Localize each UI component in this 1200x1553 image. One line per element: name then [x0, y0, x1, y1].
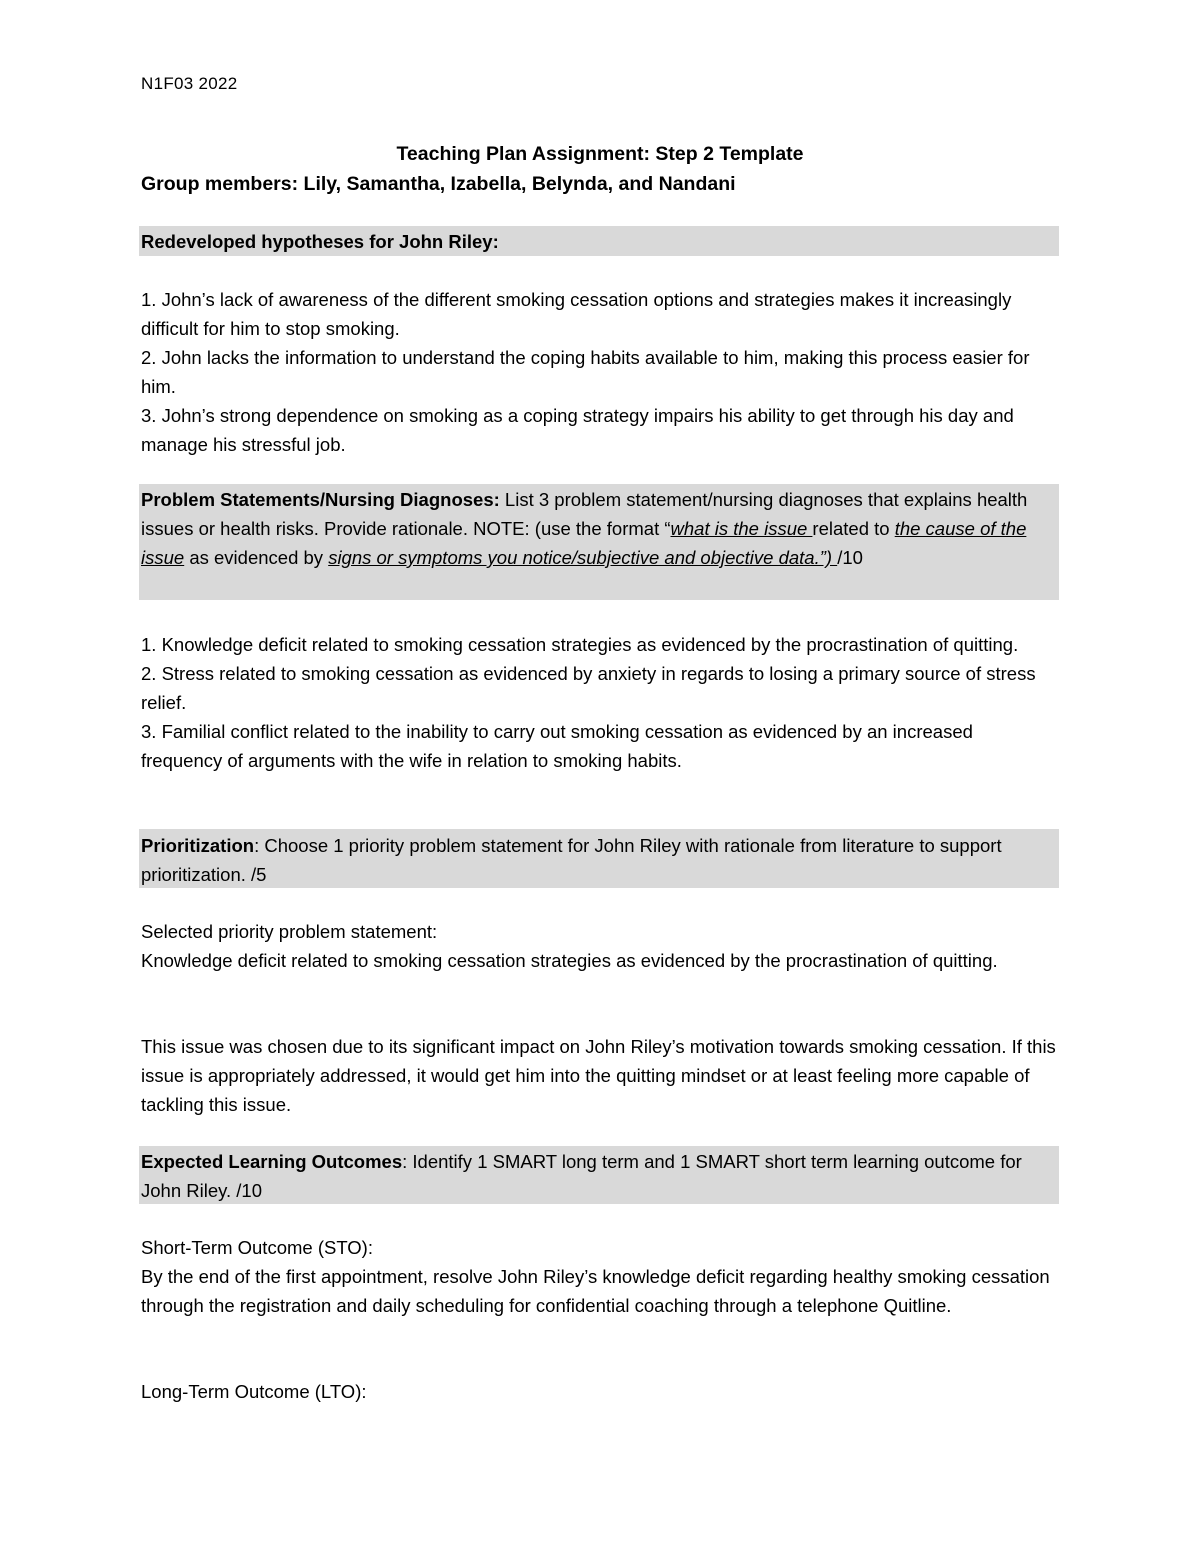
- selected-statement: Knowledge deficit related to smoking cessation strategies as evidenced by the procrastination of quitting.: [141, 950, 998, 971]
- prioritization-body: [141, 917, 1056, 975]
- problem-statement-item: 2. Stress related to smoking cessation as evidenced by anxiety in regards to losing a primary source of stress relief.: [141, 663, 1036, 713]
- document-title: Teaching Plan Assignment: Step 2 Template: [396, 143, 804, 165]
- hypothesis-item: 1. John’s lack of awareness of the different smoking cessation options and strategies makes it increasingly difficult for him to stop smoking.: [141, 289, 1012, 339]
- outcomes-heading: Expected Learning Outcomes: [141, 1151, 403, 1172]
- prioritization-rationale: This issue was chosen due to its significant impact on John Riley’s motivation towards smoking cessation. If this issue is appropriately addressed, it would get him into the quitting mindset or at least feeling more capable of tackling this issue.: [141, 1036, 1056, 1115]
- hypotheses-list: [141, 285, 1056, 459]
- problem-statements-instructions: Problem Statements/Nursing Diagnoses: List 3 problem statement/nursing diagnoses that explains health issues or health risks. Provide rationale. NOTE: (use the format “what is the issue related to the cause of the issue as evidenced by signs or symptoms you notice/subjective and objective data.”) /10: [141, 489, 1028, 568]
- sto-text: By the end of the first appointment, resolve John Riley’s knowledge deficit regarding healthy smoking cessation through the registration and daily scheduling for confidential coaching through a telephone Quitline.: [141, 1266, 1050, 1316]
- group-members: Group members: Lily, Samantha, Izabella, Belynda, and Nandani: [141, 173, 736, 195]
- hypothesis-item: 2. John lacks the information to understand the coping habits available to him, making this process easier for him.: [141, 347, 1030, 397]
- problem-statement-item: 3. Familial conflict related to the inability to carry out smoking cessation as evidenced by an increased frequency of arguments with the wife in relation to smoking habits.: [141, 721, 973, 771]
- selected-label: Selected priority problem statement:: [141, 921, 438, 942]
- sto-label: Short-Term Outcome (STO):: [141, 1237, 373, 1258]
- problem-statements-list: [141, 630, 1056, 775]
- hypothesis-item: 3. John’s strong dependence on smoking as a coping strategy impairs his ability to get through his day and manage his stressful job.: [141, 405, 1014, 455]
- prioritization-heading: Prioritization: [141, 835, 255, 856]
- problem-statement-item: 1. Knowledge deficit related to smoking cessation strategies as evidenced by the procrastination of quitting.: [141, 634, 1019, 655]
- lto-section: [141, 1377, 1056, 1406]
- prioritization-instructions: Prioritization: Choose 1 priority problem statement for John Riley with rationale from literature to support prioritization. /5: [141, 835, 1002, 885]
- outcomes-instructions: Expected Learning Outcomes: Identify 1 SMART long term and 1 SMART short term learning outcome for John Riley. /10: [141, 1151, 1022, 1201]
- problem-statements-heading: Problem Statements/Nursing Diagnoses:: [141, 489, 500, 510]
- sto-section: [141, 1233, 1056, 1320]
- course-code: N1F03 2022: [141, 74, 238, 93]
- hypotheses-heading: Redeveloped hypotheses for John Riley:: [141, 231, 499, 252]
- lto-label: Long-Term Outcome (LTO):: [141, 1381, 367, 1402]
